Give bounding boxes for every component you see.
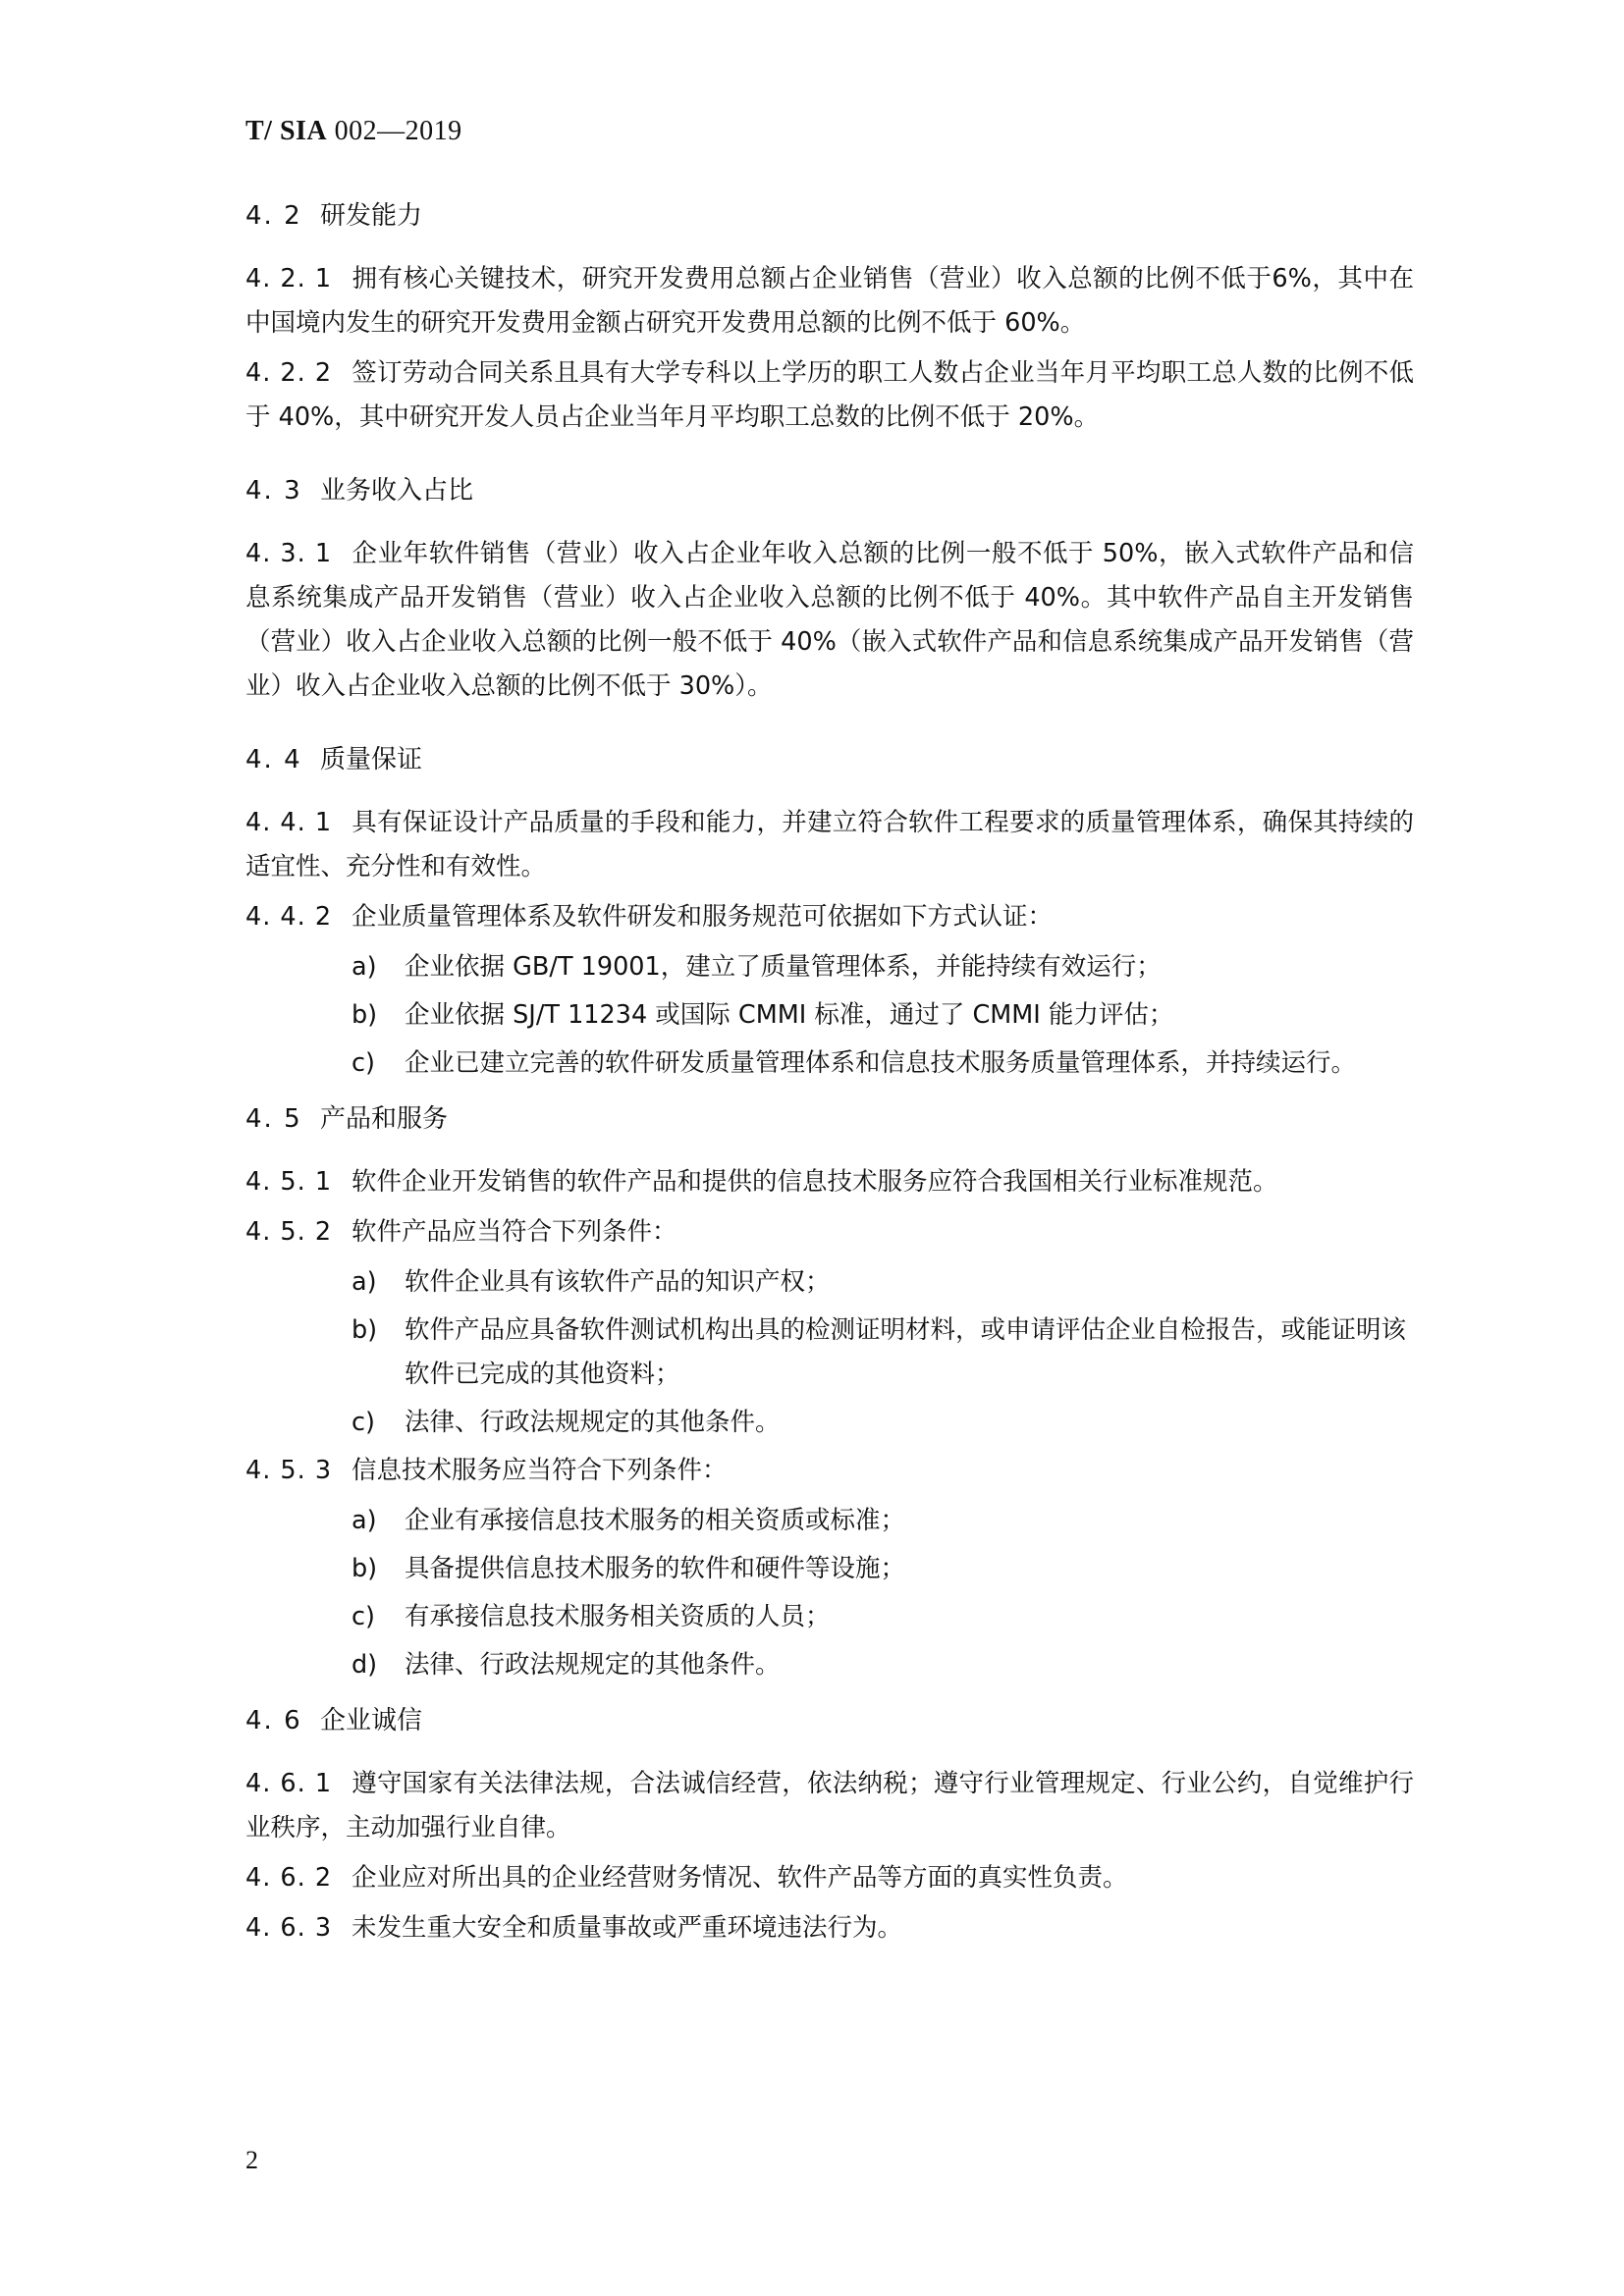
list-item-text: 软件产品应具备软件测试机构出具的检测证明材料，或申请评估企业自检报告，或能证明该软件已完成的其他资料； <box>405 1315 1407 1389</box>
list-item-text: 企业有承接信息技术服务的相关资质或标准； <box>405 1506 906 1535</box>
section-title: 业务收入占比 <box>320 476 474 506</box>
list-item <box>298 993 1414 1038</box>
list-item <box>298 1643 1414 1687</box>
clause-number: 4. 6. 2 <box>245 1863 333 1893</box>
clause-text: 软件产品应当符合下列条件： <box>352 1217 677 1247</box>
clause-text: 遵守国家有关法律法规，合法诚信经营，依法纳税；遵守行业管理规定、行业公约，自觉维护行业秩序，主动加强行业自律。 <box>245 1769 1414 1842</box>
clause-number: 4. 2. 2 <box>245 358 333 388</box>
clause-paragraph <box>245 1906 1414 1950</box>
list-item <box>298 1547 1414 1591</box>
list-item <box>298 945 1414 989</box>
page-number: 2 <box>245 2146 258 2174</box>
clause-text: 企业年软件销售（营业）收入占企业年收入总额的比例一般不低于 50%，嵌入式软件产品和信息系统集成产品开发销售（营业）收入占企业收入总额的比例不低于 40%。其中软件产品自主开发销售（营业）收入占企业收入总额的比例一般不低于 40%（嵌入式软件产品和信息系统集成产品开发销售（营业）收入占企业收入总额的比例不低于 30%）。 <box>245 539 1414 701</box>
clause-number: 4. 2. 1 <box>245 264 333 294</box>
section-spacer <box>245 1691 1414 1701</box>
section-number: 4. 3 <box>245 476 302 506</box>
clause-text: 软件企业开发销售的软件产品和提供的信息技术服务应符合我国相关行业标准规范。 <box>352 1167 1278 1197</box>
clause-number: 4. 5. 2 <box>245 1217 333 1247</box>
list-item-label: c) <box>352 1408 375 1437</box>
list-item-label: b) <box>352 1315 378 1345</box>
clause-number: 4. 3. 1 <box>245 539 333 568</box>
clause-paragraph <box>245 895 1414 939</box>
list-item <box>298 1401 1414 1445</box>
list-item-label: c) <box>352 1048 375 1078</box>
section-spacer <box>245 1090 1414 1099</box>
clause-number: 4. 6. 3 <box>245 1913 333 1943</box>
clause-paragraph <box>245 257 1414 346</box>
document-identifier <box>245 116 462 147</box>
clause-number: 4. 4. 2 <box>245 902 333 932</box>
clause-text: 企业质量管理体系及软件研发和服务规范可依据如下方式认证： <box>352 902 1054 932</box>
section-heading-s45 <box>245 1099 1414 1139</box>
list-item <box>298 1260 1414 1305</box>
document-body <box>245 196 1414 1956</box>
list-item-label: d) <box>352 1650 378 1680</box>
clause-paragraph <box>245 351 1414 440</box>
list-item-label: a) <box>352 1267 377 1297</box>
list-item-text: 企业依据 GB/T 19001，建立了质量管理体系，并能持续有效运行； <box>405 952 1162 982</box>
clause-paragraph <box>245 1856 1414 1900</box>
section-number: 4. 2 <box>245 201 302 231</box>
clause-paragraph <box>245 1449 1414 1493</box>
section-number: 4. 6 <box>245 1706 302 1735</box>
list-item-text: 法律、行政法规规定的其他条件。 <box>405 1650 781 1680</box>
section-heading-s43 <box>245 471 1414 510</box>
section-spacer <box>245 446 1414 471</box>
clause-text: 具有保证设计产品质量的手段和能力，并建立符合软件工程要求的质量管理体系，确保其持续的适宜性、充分性和有效性。 <box>245 808 1414 881</box>
list-item-label: a) <box>352 1506 377 1535</box>
list-item-label: a) <box>352 952 377 982</box>
clause-text: 签订劳动合同关系且具有大学专科以上学历的职工人数占企业当年月平均职工总人数的比例不低于 40%，其中研究开发人员占企业当年月平均职工总数的比例不低于 20%。 <box>245 358 1414 432</box>
clause-number: 4. 6. 1 <box>245 1769 333 1798</box>
clause-paragraph <box>245 1210 1414 1255</box>
section-title: 研发能力 <box>320 201 423 231</box>
list-item <box>298 1041 1414 1086</box>
section-heading-s46 <box>245 1701 1414 1740</box>
list-item-text: 企业依据 SJ/T 11234 或国际 CMMI 标准，通过了 CMMI 能力评估； <box>405 1000 1174 1030</box>
clause-number: 4. 4. 1 <box>245 808 333 837</box>
list-item-text: 法律、行政法规规定的其他条件。 <box>405 1408 781 1437</box>
clause-paragraph <box>245 1160 1414 1204</box>
clause-number: 4. 5. 3 <box>245 1456 333 1485</box>
section-spacer <box>245 715 1414 740</box>
clause-text: 企业应对所出具的企业经营财务情况、软件产品等方面的真实性负责。 <box>352 1863 1128 1893</box>
section-title: 质量保证 <box>320 745 423 774</box>
section-title: 产品和服务 <box>320 1104 449 1134</box>
clause-paragraph <box>245 1762 1414 1850</box>
section-heading-s42 <box>245 196 1414 236</box>
clause-number: 4. 5. 1 <box>245 1167 333 1197</box>
list-item-label: b) <box>352 1000 378 1030</box>
list-item <box>298 1308 1414 1397</box>
list-item-label: c) <box>352 1602 375 1631</box>
doc-number: 002—2019 <box>334 116 462 146</box>
list-item-label: b) <box>352 1554 378 1583</box>
section-number: 4. 4 <box>245 745 302 774</box>
clause-paragraph <box>245 532 1414 709</box>
list-item <box>298 1595 1414 1639</box>
list-item-text: 有承接信息技术服务相关资质的人员； <box>405 1602 831 1631</box>
clause-text: 拥有核心关键技术，研究开发费用总额占企业销售（营业）收入总额的比例不低于6%，其中在中国境内发生的研究开发费用金额占研究开发费用总额的比例不低于 60%。 <box>245 264 1414 338</box>
clause-text: 信息技术服务应当符合下列条件： <box>352 1456 728 1485</box>
clause-paragraph <box>245 801 1414 889</box>
list-item-text: 具备提供信息技术服务的软件和硬件等设施； <box>405 1554 906 1583</box>
section-number: 4. 5 <box>245 1104 302 1134</box>
section-heading-s44 <box>245 740 1414 779</box>
list-item <box>298 1499 1414 1543</box>
clause-text: 未发生重大安全和质量事故或严重环境违法行为。 <box>352 1913 903 1943</box>
list-item-text: 软件企业具有该软件产品的知识产权； <box>405 1267 831 1297</box>
section-title: 企业诚信 <box>320 1706 423 1735</box>
doc-prefix: T/ SIA <box>245 116 328 146</box>
list-item-text: 企业已建立完善的软件研发质量管理体系和信息技术服务质量管理体系，并持续运行。 <box>405 1048 1357 1078</box>
